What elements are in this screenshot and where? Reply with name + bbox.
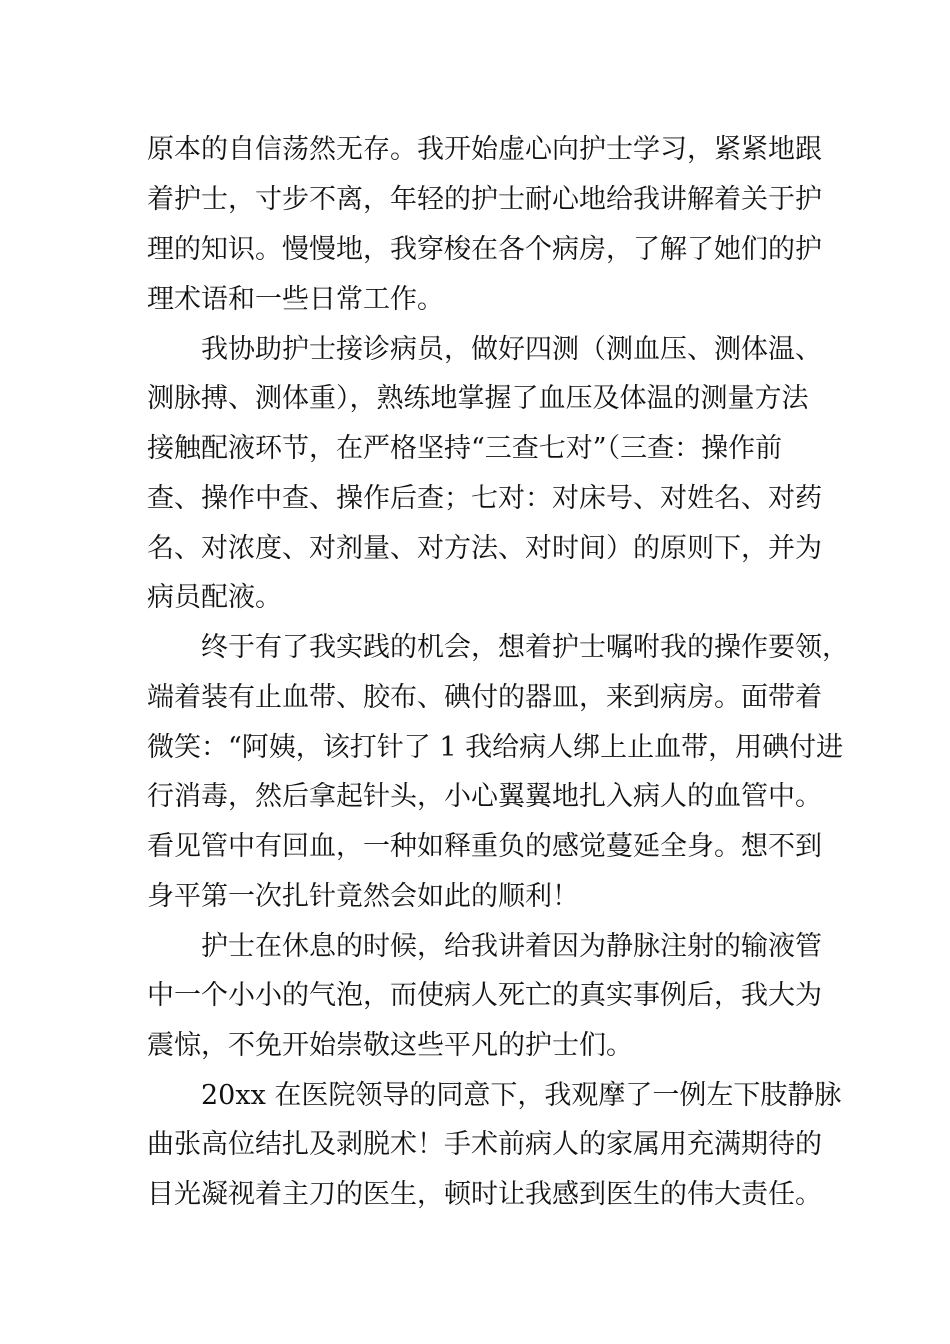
text-line: 行消毒，然后拿起针头，小心翼翼地扎入病人的血管中。 (147, 781, 822, 812)
text-line: 原本的自信荡然无存。我开始虚心向护士学习，紧紧地跟 (147, 134, 822, 165)
text-line: 看见管中有回血，一种如释重负的感觉蔓延全身。想不到 (147, 831, 822, 862)
text-line: 理术语和一些日常工作。 (147, 284, 444, 315)
paragraph-start-line: 我协助护士接诊病员，做好四测（测血压、测体温、 (201, 334, 822, 365)
text-line: 理的知识。慢慢地，我穿梭在各个病房，了解了她们的护 (147, 234, 822, 265)
text-line: 震惊，不免开始崇敬这些平凡的护士们。 (147, 1030, 633, 1061)
text-line: 测脉搏、测体重），熟练地掌握了血压及体温的测量方法 (147, 383, 809, 414)
text-line: 查、操作中查、操作后查；七对：对床号、对姓名、对药 (147, 483, 822, 514)
text-line: 病员配液。 (147, 582, 282, 613)
text-line: 目光凝视着主刀的医生，顿时让我感到医生的伟大责任。 (147, 1179, 822, 1210)
text-line: 端着装有止血带、胶布、碘付的器皿，来到病房。面带着 (147, 682, 822, 713)
paragraph-start-line: 护士在休息的时候，给我讲着因为静脉注射的输液管 (201, 931, 822, 962)
text-line: 名、对浓度、对剂量、对方法、对时间）的原则下，并为 (147, 533, 822, 564)
paragraph-start-line: 终于有了我实践的机会，想着护士嘱咐我的操作要领， (201, 632, 849, 663)
text-line: 中一个小小的气泡，而使病人死亡的真实事例后，我大为 (147, 980, 822, 1011)
text-line: 曲张高位结扎及剥脱术！手术前病人的家属用充满期待的 (147, 1129, 822, 1160)
text-line: 微笑：“阿姨，该打针了 1 我给病人绑上止血带，用碘付进 (147, 732, 844, 763)
text-line: 接触配液环节，在严格坚持“三查七对”（三查：操作前 (147, 433, 783, 464)
paragraph-start-line: 20xx 在医院领导的同意下，我观摩了一例左下肢静脉 (201, 1080, 842, 1111)
text-line: 着护士，寸步不离，年轻的护士耐心地给我讲解着关于护 (147, 184, 822, 215)
text-line: 身平第一次扎针竟然会如此的顺利！ (147, 881, 579, 912)
